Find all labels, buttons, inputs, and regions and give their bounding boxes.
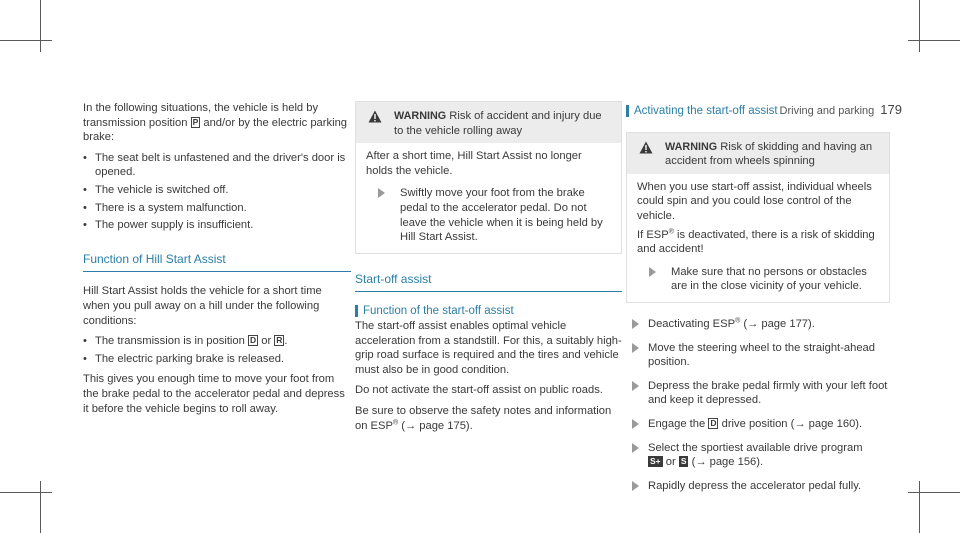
warning-box (626, 132, 890, 303)
arrow-right-icon (632, 481, 639, 491)
warning-header (356, 102, 621, 143)
section-title-hill-start: Function of Hill Start Assist (83, 252, 351, 273)
bullet-icon: • (83, 183, 87, 196)
gear-d-icon: D (249, 335, 257, 346)
list-item: • The vehicle is switched off. (83, 183, 229, 196)
crop-mark (908, 492, 960, 493)
warning-body: After a short time, Hill Start Assist no longer holds the vehicle. Swiftly move your foot from the brake pedal to the accelerator pedal. Do not leave the vehicle when it is being held by Hill Start Assist. (356, 143, 621, 253)
gear-p-icon: P (192, 116, 199, 127)
bullet-icon: • (83, 335, 87, 348)
list-item: Move the steering wheel to the straight-ahead position. (626, 341, 890, 370)
column-2 (355, 101, 622, 439)
crop-mark (0, 40, 52, 41)
arrow-right-icon (632, 319, 639, 329)
subsection-title-function: Function of the start-off assist (355, 304, 622, 319)
hill-start-paragraph-2: This gives you enough time to move your foot from the brake pedal to the accelerator pedal and depress it before the vehicle begins to roll away. (83, 373, 345, 415)
hill-start-paragraph: Hill Start Assist holds the vehicle for a short time when you pull away on a hill under the following conditions: (83, 285, 322, 327)
warning-step: Make sure that no persons or obstacles are in the close vicinity of your vehicle. (637, 265, 879, 294)
list-item: Rapidly depress the accelerator pedal fully. (626, 479, 890, 494)
page-reference[interactable]: (→ page 175). (401, 419, 473, 432)
page-number: 179 (880, 102, 902, 117)
intro-paragraph: In the following situations, the vehicle is held by transmission position P and/or by the electric parking brake: (83, 102, 348, 144)
warning-label: WARNING (394, 110, 447, 122)
warning-body: When you use start-off assist, individual wheels could spin and you could lose control of the vehicle. If ESP® is deactivated, there is a risk of skidding and accident! Make sure that no persons or obstacles are in the close vicinity of your vehicle. (627, 174, 889, 302)
list-item: • The seat belt is unfastened and the driver's door is opened. (83, 151, 346, 179)
warning-text: Risk of skidding and having an accident from wheels spinning (665, 140, 873, 168)
arrow-right-icon (632, 443, 639, 453)
warning-text: Risk of accident and injury due to the vehicle rolling away (394, 110, 602, 137)
bullet-icon: • (83, 151, 87, 164)
start-off-paragraph: The start-off assist enables optimal vehicle acceleration from a standstill. For this, a suitably high-grip road surface is required and the tires and vehicle must also be in good condition. (355, 319, 622, 376)
header-section: Driving and parking (779, 105, 875, 117)
sport-plus-icon: S+ (650, 456, 661, 467)
warning-triangle-icon (368, 110, 382, 123)
crop-mark (908, 40, 960, 41)
section-title-start-off: Start-off assist (355, 272, 622, 293)
column-3 (626, 101, 890, 502)
warning-box (355, 101, 622, 254)
arrow-right-icon (632, 381, 639, 391)
list-item: • The electric parking brake is released. (83, 352, 285, 365)
list-item: • The power supply is insufficient. (83, 219, 254, 232)
sport-icon: S (680, 456, 687, 467)
situation-list (83, 151, 351, 233)
list-item: • There is a system malfunction. (83, 201, 247, 214)
warning-triangle-icon (639, 141, 653, 154)
gear-d-icon: D (710, 417, 717, 428)
arrow-right-icon (649, 267, 656, 277)
page-reference[interactable]: (→ page 156). (691, 456, 764, 469)
crop-mark (40, 481, 41, 533)
warning-step: Swiftly move your foot from the brake pedal to the accelerator pedal. Do not leave the vehicle when it is being held by Hill Start Assist. (366, 186, 611, 244)
arrow-right-icon (632, 419, 639, 429)
bullet-icon: • (83, 201, 87, 214)
subsection-title-activating: Activating the start-off assist (626, 104, 890, 119)
arrow-right-icon (632, 343, 639, 353)
bullet-icon: • (83, 352, 87, 365)
start-off-paragraph-2: Do not activate the start-off assist on public roads. (355, 384, 603, 397)
crop-mark (919, 481, 920, 533)
list-item: Engage the D drive position (→ page 160). (626, 417, 890, 432)
list-item: Deactivating ESP® (→ page 177). (626, 317, 890, 332)
bullet-icon: • (83, 219, 87, 232)
crop-mark (40, 0, 41, 52)
crop-mark (0, 492, 52, 493)
list-item: Select the sportiest available drive program S+ or S (→ page 156). (626, 441, 890, 470)
page-reference[interactable]: (→ page 177). (743, 317, 815, 330)
list-item: • The transmission is in position D or R . (83, 335, 288, 348)
start-off-paragraph-3: Be sure to observe the safety notes and information on ESP® (→ page 175). (355, 404, 612, 432)
condition-list (83, 334, 351, 366)
warning-header (627, 133, 889, 174)
warning-label: WARNING (665, 140, 718, 153)
crop-mark (919, 0, 920, 52)
column-1 (83, 101, 351, 422)
gear-r-icon: R (276, 335, 283, 346)
list-item: Depress the brake pedal firmly with your left foot and keep it depressed. (626, 379, 890, 408)
arrow-right-icon (378, 188, 385, 198)
activation-steps (626, 317, 890, 493)
